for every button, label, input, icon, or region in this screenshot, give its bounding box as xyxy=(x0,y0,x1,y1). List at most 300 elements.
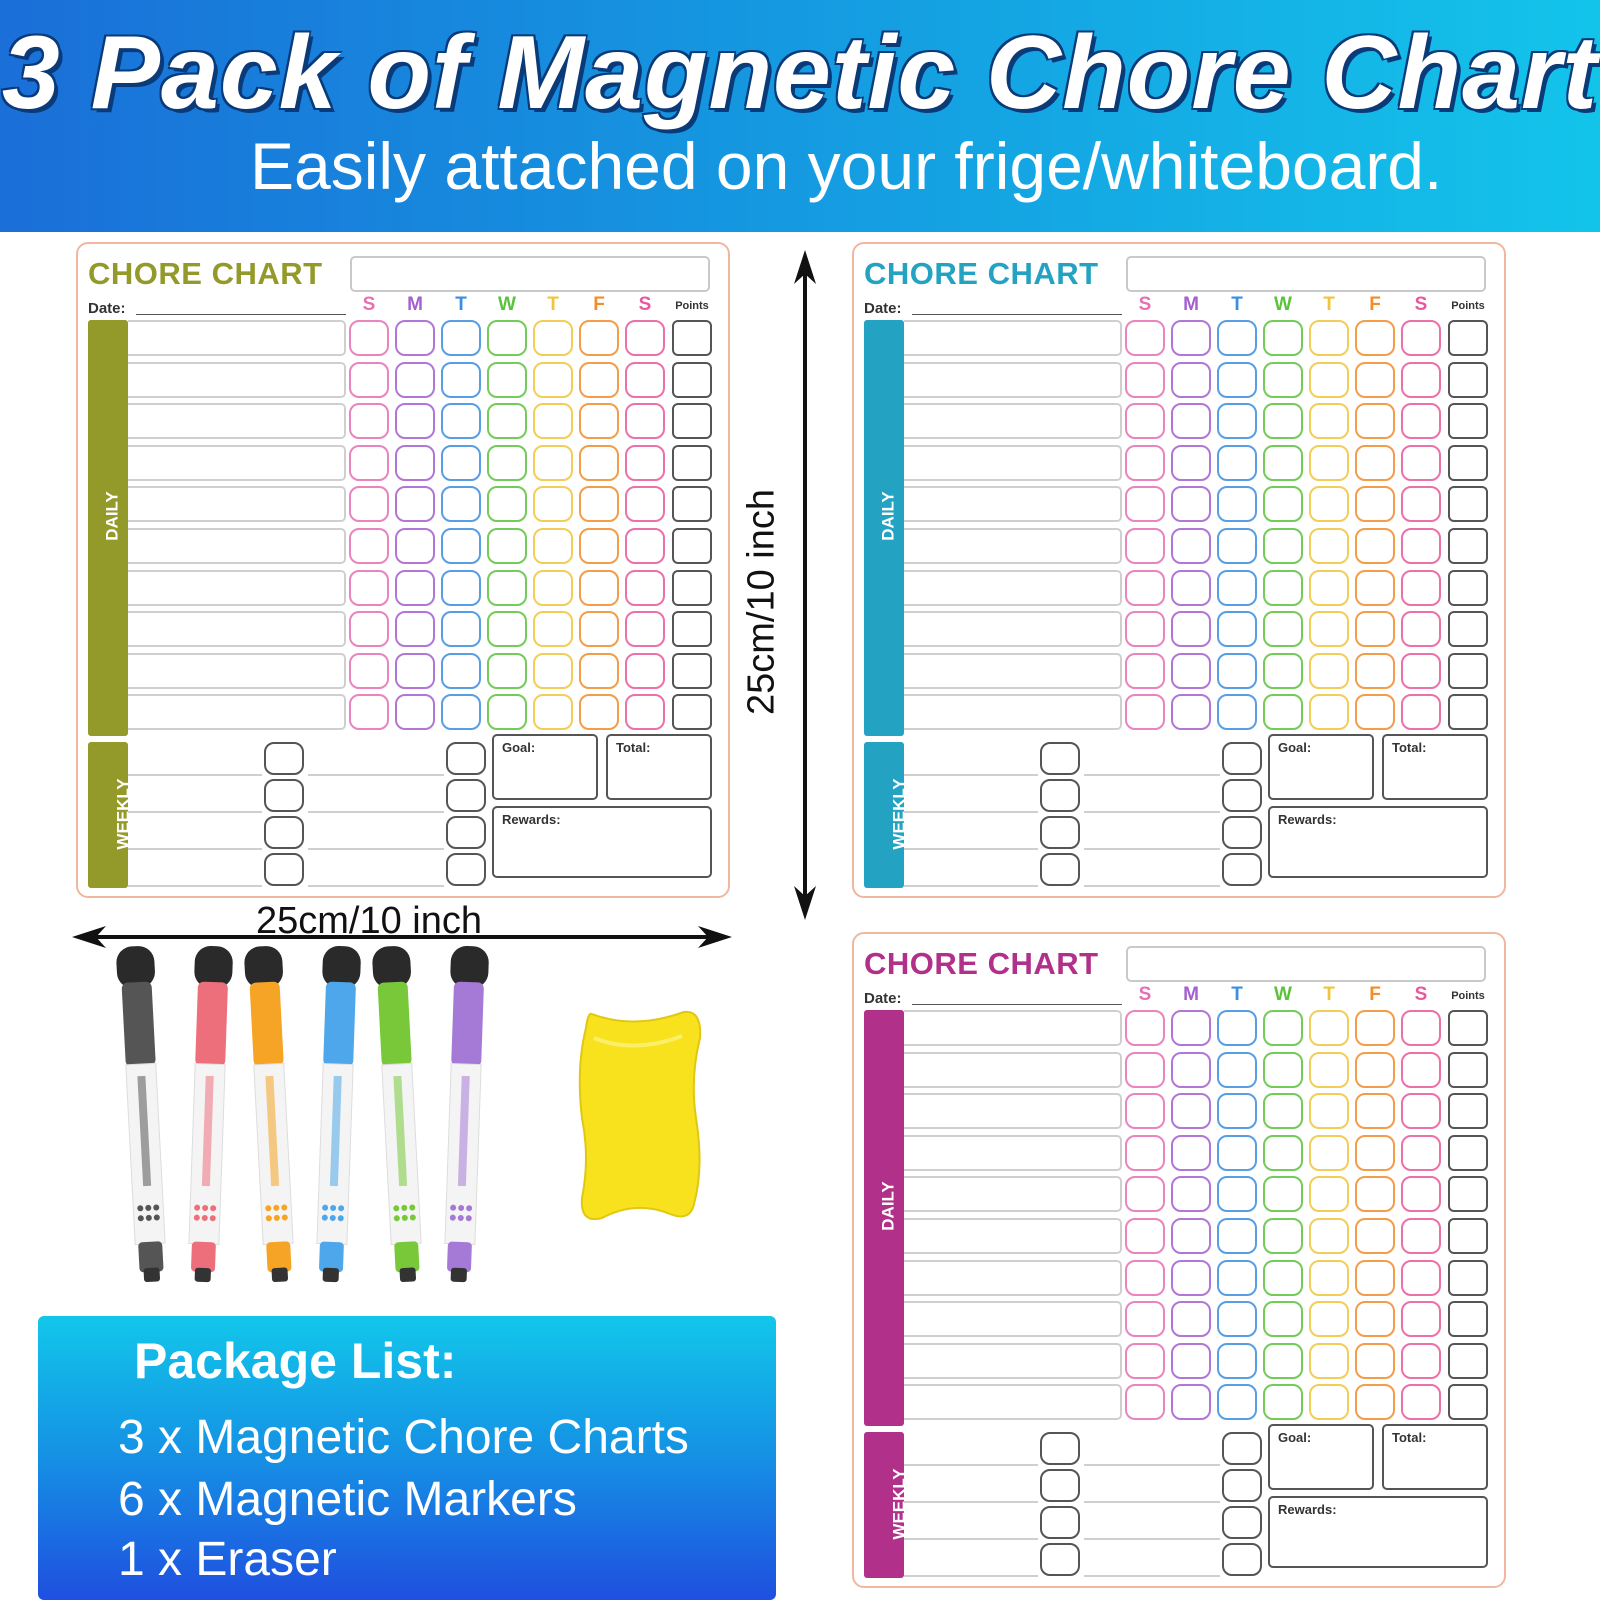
day-checkbox[interactable] xyxy=(1263,611,1303,647)
day-checkbox[interactable] xyxy=(395,445,435,481)
points-box[interactable] xyxy=(1448,694,1488,730)
day-checkbox[interactable] xyxy=(1171,694,1211,730)
chore-entry-row[interactable] xyxy=(904,1135,1122,1171)
day-checkbox[interactable] xyxy=(1355,1052,1395,1088)
day-checkbox[interactable] xyxy=(395,611,435,647)
day-checkbox[interactable] xyxy=(1217,528,1257,564)
day-checkbox[interactable] xyxy=(1309,528,1349,564)
day-checkbox[interactable] xyxy=(533,362,573,398)
day-checkbox[interactable] xyxy=(487,320,527,356)
day-checkbox[interactable] xyxy=(625,611,665,647)
points-box[interactable] xyxy=(1448,403,1488,439)
day-checkbox[interactable] xyxy=(579,611,619,647)
weekly-checkbox[interactable] xyxy=(1222,1432,1262,1465)
day-checkbox[interactable] xyxy=(349,362,389,398)
day-checkbox[interactable] xyxy=(1217,1343,1257,1379)
chore-entry-row[interactable] xyxy=(904,1260,1122,1296)
day-checkbox[interactable] xyxy=(1401,1135,1441,1171)
day-checkbox[interactable] xyxy=(1125,653,1165,689)
day-checkbox[interactable] xyxy=(1355,1010,1395,1046)
day-checkbox[interactable] xyxy=(533,528,573,564)
weekly-chore-line[interactable] xyxy=(904,1538,1038,1540)
day-checkbox[interactable] xyxy=(1217,1052,1257,1088)
weekly-chore-line[interactable] xyxy=(128,848,262,850)
chore-entry-row[interactable] xyxy=(128,570,346,606)
day-checkbox[interactable] xyxy=(1401,1384,1441,1420)
day-checkbox[interactable] xyxy=(625,362,665,398)
day-checkbox[interactable] xyxy=(1125,1176,1165,1212)
points-box[interactable] xyxy=(1448,1135,1488,1171)
points-box[interactable] xyxy=(672,403,712,439)
day-checkbox[interactable] xyxy=(1217,362,1257,398)
day-checkbox[interactable] xyxy=(1263,320,1303,356)
weekly-chore-line[interactable] xyxy=(1084,1501,1220,1503)
day-checkbox[interactable] xyxy=(349,528,389,564)
day-checkbox[interactable] xyxy=(1125,1093,1165,1129)
name-field[interactable] xyxy=(1126,256,1486,292)
weekly-checkbox[interactable] xyxy=(446,816,486,849)
points-box[interactable] xyxy=(1448,1218,1488,1254)
date-field[interactable] xyxy=(136,314,346,315)
chore-entry-row[interactable] xyxy=(904,1010,1122,1046)
weekly-chore-line[interactable] xyxy=(904,885,1038,887)
day-checkbox[interactable] xyxy=(1309,611,1349,647)
day-checkbox[interactable] xyxy=(1309,1301,1349,1337)
day-checkbox[interactable] xyxy=(1125,1384,1165,1420)
day-checkbox[interactable] xyxy=(1355,403,1395,439)
day-checkbox[interactable] xyxy=(395,362,435,398)
points-box[interactable] xyxy=(1448,1010,1488,1046)
day-checkbox[interactable] xyxy=(441,611,481,647)
day-checkbox[interactable] xyxy=(1263,403,1303,439)
day-checkbox[interactable] xyxy=(533,694,573,730)
day-checkbox[interactable] xyxy=(441,445,481,481)
day-checkbox[interactable] xyxy=(579,486,619,522)
day-checkbox[interactable] xyxy=(1355,486,1395,522)
points-box[interactable] xyxy=(672,694,712,730)
day-checkbox[interactable] xyxy=(1263,1093,1303,1129)
points-box[interactable] xyxy=(1448,1052,1488,1088)
chore-entry-row[interactable] xyxy=(904,1343,1122,1379)
day-checkbox[interactable] xyxy=(1217,1176,1257,1212)
day-checkbox[interactable] xyxy=(1401,1218,1441,1254)
day-checkbox[interactable] xyxy=(625,445,665,481)
date-field[interactable] xyxy=(912,314,1122,315)
day-checkbox[interactable] xyxy=(1171,1052,1211,1088)
day-checkbox[interactable] xyxy=(1309,445,1349,481)
day-checkbox[interactable] xyxy=(1355,528,1395,564)
weekly-checkbox[interactable] xyxy=(1222,853,1262,886)
day-checkbox[interactable] xyxy=(441,486,481,522)
day-checkbox[interactable] xyxy=(1171,1260,1211,1296)
chore-entry-row[interactable] xyxy=(128,403,346,439)
weekly-checkbox[interactable] xyxy=(1222,816,1262,849)
day-checkbox[interactable] xyxy=(441,653,481,689)
day-checkbox[interactable] xyxy=(441,570,481,606)
chore-entry-row[interactable] xyxy=(904,1176,1122,1212)
day-checkbox[interactable] xyxy=(533,445,573,481)
weekly-chore-line[interactable] xyxy=(1084,885,1220,887)
weekly-chore-line[interactable] xyxy=(308,848,444,850)
day-checkbox[interactable] xyxy=(1125,1052,1165,1088)
day-checkbox[interactable] xyxy=(1125,1010,1165,1046)
weekly-checkbox[interactable] xyxy=(264,816,304,849)
weekly-chore-line[interactable] xyxy=(1084,1538,1220,1540)
chore-entry-row[interactable] xyxy=(904,486,1122,522)
day-checkbox[interactable] xyxy=(1355,320,1395,356)
day-checkbox[interactable] xyxy=(1309,1176,1349,1212)
goal-box[interactable] xyxy=(492,734,598,800)
day-checkbox[interactable] xyxy=(625,528,665,564)
day-checkbox[interactable] xyxy=(1171,1343,1211,1379)
day-checkbox[interactable] xyxy=(487,528,527,564)
day-checkbox[interactable] xyxy=(1125,320,1165,356)
day-checkbox[interactable] xyxy=(533,320,573,356)
day-checkbox[interactable] xyxy=(1217,611,1257,647)
day-checkbox[interactable] xyxy=(349,320,389,356)
points-box[interactable] xyxy=(1448,1384,1488,1420)
day-checkbox[interactable] xyxy=(441,694,481,730)
day-checkbox[interactable] xyxy=(1171,445,1211,481)
day-checkbox[interactable] xyxy=(1125,1135,1165,1171)
day-checkbox[interactable] xyxy=(1309,653,1349,689)
day-checkbox[interactable] xyxy=(1401,486,1441,522)
day-checkbox[interactable] xyxy=(1125,362,1165,398)
day-checkbox[interactable] xyxy=(1355,445,1395,481)
weekly-chore-line[interactable] xyxy=(1084,1464,1220,1466)
day-checkbox[interactable] xyxy=(1263,486,1303,522)
weekly-checkbox[interactable] xyxy=(1040,816,1080,849)
day-checkbox[interactable] xyxy=(1217,1301,1257,1337)
weekly-chore-line[interactable] xyxy=(308,885,444,887)
chore-entry-row[interactable] xyxy=(128,320,346,356)
chore-entry-row[interactable] xyxy=(128,486,346,522)
day-checkbox[interactable] xyxy=(349,653,389,689)
day-checkbox[interactable] xyxy=(1217,403,1257,439)
weekly-chore-line[interactable] xyxy=(1084,774,1220,776)
day-checkbox[interactable] xyxy=(1263,653,1303,689)
chore-entry-row[interactable] xyxy=(128,653,346,689)
weekly-chore-line[interactable] xyxy=(904,774,1038,776)
day-checkbox[interactable] xyxy=(1263,1176,1303,1212)
total-box[interactable] xyxy=(1382,734,1488,800)
day-checkbox[interactable] xyxy=(1401,1093,1441,1129)
day-checkbox[interactable] xyxy=(441,320,481,356)
goal-box[interactable] xyxy=(1268,1424,1374,1490)
day-checkbox[interactable] xyxy=(1309,1384,1349,1420)
day-checkbox[interactable] xyxy=(1125,611,1165,647)
day-checkbox[interactable] xyxy=(1171,1010,1211,1046)
day-checkbox[interactable] xyxy=(625,320,665,356)
day-checkbox[interactable] xyxy=(1263,1260,1303,1296)
day-checkbox[interactable] xyxy=(1309,403,1349,439)
chore-entry-row[interactable] xyxy=(128,611,346,647)
chore-entry-row[interactable] xyxy=(904,320,1122,356)
day-checkbox[interactable] xyxy=(487,403,527,439)
day-checkbox[interactable] xyxy=(579,320,619,356)
day-checkbox[interactable] xyxy=(487,362,527,398)
day-checkbox[interactable] xyxy=(1171,1176,1211,1212)
day-checkbox[interactable] xyxy=(1125,570,1165,606)
day-checkbox[interactable] xyxy=(487,445,527,481)
day-checkbox[interactable] xyxy=(1171,403,1211,439)
day-checkbox[interactable] xyxy=(1309,570,1349,606)
weekly-checkbox[interactable] xyxy=(264,742,304,775)
points-box[interactable] xyxy=(672,486,712,522)
day-checkbox[interactable] xyxy=(1171,1218,1211,1254)
day-checkbox[interactable] xyxy=(1125,445,1165,481)
day-checkbox[interactable] xyxy=(1401,1176,1441,1212)
day-checkbox[interactable] xyxy=(1401,611,1441,647)
day-checkbox[interactable] xyxy=(1263,1052,1303,1088)
weekly-checkbox[interactable] xyxy=(446,853,486,886)
points-box[interactable] xyxy=(672,611,712,647)
day-checkbox[interactable] xyxy=(1217,1135,1257,1171)
day-checkbox[interactable] xyxy=(395,320,435,356)
points-box[interactable] xyxy=(672,528,712,564)
day-checkbox[interactable] xyxy=(1401,445,1441,481)
day-checkbox[interactable] xyxy=(1355,1176,1395,1212)
day-checkbox[interactable] xyxy=(1355,1260,1395,1296)
weekly-checkbox[interactable] xyxy=(1040,1432,1080,1465)
day-checkbox[interactable] xyxy=(1217,570,1257,606)
day-checkbox[interactable] xyxy=(1125,528,1165,564)
day-checkbox[interactable] xyxy=(1355,570,1395,606)
day-checkbox[interactable] xyxy=(1309,320,1349,356)
chore-entry-row[interactable] xyxy=(904,1218,1122,1254)
points-box[interactable] xyxy=(1448,570,1488,606)
day-checkbox[interactable] xyxy=(1171,528,1211,564)
day-checkbox[interactable] xyxy=(1401,403,1441,439)
day-checkbox[interactable] xyxy=(1125,1343,1165,1379)
day-checkbox[interactable] xyxy=(1263,1010,1303,1046)
weekly-checkbox[interactable] xyxy=(264,853,304,886)
day-checkbox[interactable] xyxy=(1217,320,1257,356)
weekly-checkbox[interactable] xyxy=(1222,1506,1262,1539)
weekly-checkbox[interactable] xyxy=(1040,742,1080,775)
day-checkbox[interactable] xyxy=(395,570,435,606)
day-checkbox[interactable] xyxy=(1263,528,1303,564)
weekly-chore-line[interactable] xyxy=(128,885,262,887)
day-checkbox[interactable] xyxy=(579,528,619,564)
day-checkbox[interactable] xyxy=(1171,320,1211,356)
weekly-checkbox[interactable] xyxy=(1040,1469,1080,1502)
day-checkbox[interactable] xyxy=(1263,570,1303,606)
weekly-chore-line[interactable] xyxy=(1084,811,1220,813)
total-box[interactable] xyxy=(606,734,712,800)
day-checkbox[interactable] xyxy=(487,611,527,647)
day-checkbox[interactable] xyxy=(1217,1093,1257,1129)
day-checkbox[interactable] xyxy=(1217,1010,1257,1046)
day-checkbox[interactable] xyxy=(1401,1260,1441,1296)
day-checkbox[interactable] xyxy=(1171,653,1211,689)
chore-entry-row[interactable] xyxy=(128,362,346,398)
day-checkbox[interactable] xyxy=(1171,611,1211,647)
weekly-checkbox[interactable] xyxy=(1222,779,1262,812)
weekly-chore-line[interactable] xyxy=(128,811,262,813)
chore-entry-row[interactable] xyxy=(904,1093,1122,1129)
day-checkbox[interactable] xyxy=(579,362,619,398)
chore-entry-row[interactable] xyxy=(904,1301,1122,1337)
day-checkbox[interactable] xyxy=(1401,1052,1441,1088)
chore-entry-row[interactable] xyxy=(128,528,346,564)
day-checkbox[interactable] xyxy=(1263,1301,1303,1337)
day-checkbox[interactable] xyxy=(1171,1301,1211,1337)
day-checkbox[interactable] xyxy=(533,570,573,606)
chore-entry-row[interactable] xyxy=(904,1384,1122,1420)
day-checkbox[interactable] xyxy=(1401,320,1441,356)
day-checkbox[interactable] xyxy=(625,486,665,522)
points-box[interactable] xyxy=(672,653,712,689)
day-checkbox[interactable] xyxy=(1401,528,1441,564)
day-checkbox[interactable] xyxy=(533,653,573,689)
weekly-checkbox[interactable] xyxy=(1222,1469,1262,1502)
day-checkbox[interactable] xyxy=(1355,611,1395,647)
day-checkbox[interactable] xyxy=(1171,1384,1211,1420)
day-checkbox[interactable] xyxy=(1401,1343,1441,1379)
rewards-box[interactable] xyxy=(492,806,712,878)
day-checkbox[interactable] xyxy=(1355,1343,1395,1379)
name-field[interactable] xyxy=(350,256,710,292)
weekly-checkbox[interactable] xyxy=(1222,742,1262,775)
day-checkbox[interactable] xyxy=(1125,1260,1165,1296)
points-box[interactable] xyxy=(1448,1343,1488,1379)
total-box[interactable] xyxy=(1382,1424,1488,1490)
day-checkbox[interactable] xyxy=(1263,362,1303,398)
weekly-checkbox[interactable] xyxy=(1040,779,1080,812)
points-box[interactable] xyxy=(672,570,712,606)
weekly-checkbox[interactable] xyxy=(1222,1543,1262,1576)
day-checkbox[interactable] xyxy=(441,403,481,439)
day-checkbox[interactable] xyxy=(1217,445,1257,481)
chore-entry-row[interactable] xyxy=(904,528,1122,564)
points-box[interactable] xyxy=(1448,653,1488,689)
weekly-chore-line[interactable] xyxy=(904,1501,1038,1503)
day-checkbox[interactable] xyxy=(533,486,573,522)
weekly-chore-line[interactable] xyxy=(308,811,444,813)
day-checkbox[interactable] xyxy=(625,653,665,689)
weekly-checkbox[interactable] xyxy=(1040,1543,1080,1576)
day-checkbox[interactable] xyxy=(1171,570,1211,606)
day-checkbox[interactable] xyxy=(1217,486,1257,522)
day-checkbox[interactable] xyxy=(1309,1093,1349,1129)
day-checkbox[interactable] xyxy=(1171,486,1211,522)
chore-entry-row[interactable] xyxy=(904,445,1122,481)
points-box[interactable] xyxy=(1448,1176,1488,1212)
weekly-chore-line[interactable] xyxy=(128,774,262,776)
chore-entry-row[interactable] xyxy=(904,694,1122,730)
day-checkbox[interactable] xyxy=(395,528,435,564)
day-checkbox[interactable] xyxy=(1263,1343,1303,1379)
weekly-checkbox[interactable] xyxy=(446,742,486,775)
rewards-box[interactable] xyxy=(1268,806,1488,878)
day-checkbox[interactable] xyxy=(487,486,527,522)
chore-entry-row[interactable] xyxy=(904,611,1122,647)
rewards-box[interactable] xyxy=(1268,1496,1488,1568)
day-checkbox[interactable] xyxy=(1309,1135,1349,1171)
day-checkbox[interactable] xyxy=(487,653,527,689)
day-checkbox[interactable] xyxy=(1263,1135,1303,1171)
day-checkbox[interactable] xyxy=(1263,1218,1303,1254)
day-checkbox[interactable] xyxy=(1309,362,1349,398)
points-box[interactable] xyxy=(1448,528,1488,564)
chore-entry-row[interactable] xyxy=(904,570,1122,606)
day-checkbox[interactable] xyxy=(1125,694,1165,730)
day-checkbox[interactable] xyxy=(1355,653,1395,689)
weekly-chore-line[interactable] xyxy=(904,811,1038,813)
day-checkbox[interactable] xyxy=(1401,362,1441,398)
day-checkbox[interactable] xyxy=(1171,1135,1211,1171)
day-checkbox[interactable] xyxy=(441,528,481,564)
day-checkbox[interactable] xyxy=(1309,1260,1349,1296)
day-checkbox[interactable] xyxy=(1125,1301,1165,1337)
day-checkbox[interactable] xyxy=(1355,1093,1395,1129)
weekly-checkbox[interactable] xyxy=(1040,853,1080,886)
points-box[interactable] xyxy=(1448,445,1488,481)
points-box[interactable] xyxy=(1448,1301,1488,1337)
day-checkbox[interactable] xyxy=(395,653,435,689)
day-checkbox[interactable] xyxy=(1217,1384,1257,1420)
points-box[interactable] xyxy=(1448,611,1488,647)
day-checkbox[interactable] xyxy=(1309,1218,1349,1254)
day-checkbox[interactable] xyxy=(1263,1384,1303,1420)
chore-entry-row[interactable] xyxy=(904,653,1122,689)
points-box[interactable] xyxy=(1448,1093,1488,1129)
day-checkbox[interactable] xyxy=(579,570,619,606)
day-checkbox[interactable] xyxy=(579,445,619,481)
points-box[interactable] xyxy=(1448,486,1488,522)
weekly-checkbox[interactable] xyxy=(1040,1506,1080,1539)
day-checkbox[interactable] xyxy=(579,403,619,439)
day-checkbox[interactable] xyxy=(1171,362,1211,398)
day-checkbox[interactable] xyxy=(1217,1260,1257,1296)
points-box[interactable] xyxy=(1448,1260,1488,1296)
day-checkbox[interactable] xyxy=(1401,694,1441,730)
weekly-checkbox[interactable] xyxy=(446,779,486,812)
day-checkbox[interactable] xyxy=(1401,653,1441,689)
points-box[interactable] xyxy=(1448,320,1488,356)
points-box[interactable] xyxy=(672,445,712,481)
day-checkbox[interactable] xyxy=(395,403,435,439)
name-field[interactable] xyxy=(1126,946,1486,982)
day-checkbox[interactable] xyxy=(1355,1301,1395,1337)
chore-entry-row[interactable] xyxy=(904,362,1122,398)
day-checkbox[interactable] xyxy=(1401,570,1441,606)
day-checkbox[interactable] xyxy=(395,486,435,522)
points-box[interactable] xyxy=(672,362,712,398)
day-checkbox[interactable] xyxy=(1355,362,1395,398)
weekly-chore-line[interactable] xyxy=(904,848,1038,850)
points-box[interactable] xyxy=(672,320,712,356)
day-checkbox[interactable] xyxy=(625,570,665,606)
day-checkbox[interactable] xyxy=(1217,1218,1257,1254)
day-checkbox[interactable] xyxy=(441,362,481,398)
weekly-checkbox[interactable] xyxy=(264,779,304,812)
day-checkbox[interactable] xyxy=(579,653,619,689)
day-checkbox[interactable] xyxy=(1355,694,1395,730)
day-checkbox[interactable] xyxy=(395,694,435,730)
day-checkbox[interactable] xyxy=(1309,1052,1349,1088)
weekly-chore-line[interactable] xyxy=(1084,848,1220,850)
day-checkbox[interactable] xyxy=(625,694,665,730)
chore-entry-row[interactable] xyxy=(904,1052,1122,1088)
day-checkbox[interactable] xyxy=(349,403,389,439)
day-checkbox[interactable] xyxy=(1125,486,1165,522)
day-checkbox[interactable] xyxy=(1309,486,1349,522)
day-checkbox[interactable] xyxy=(1401,1010,1441,1046)
chore-entry-row[interactable] xyxy=(128,694,346,730)
day-checkbox[interactable] xyxy=(1309,1010,1349,1046)
